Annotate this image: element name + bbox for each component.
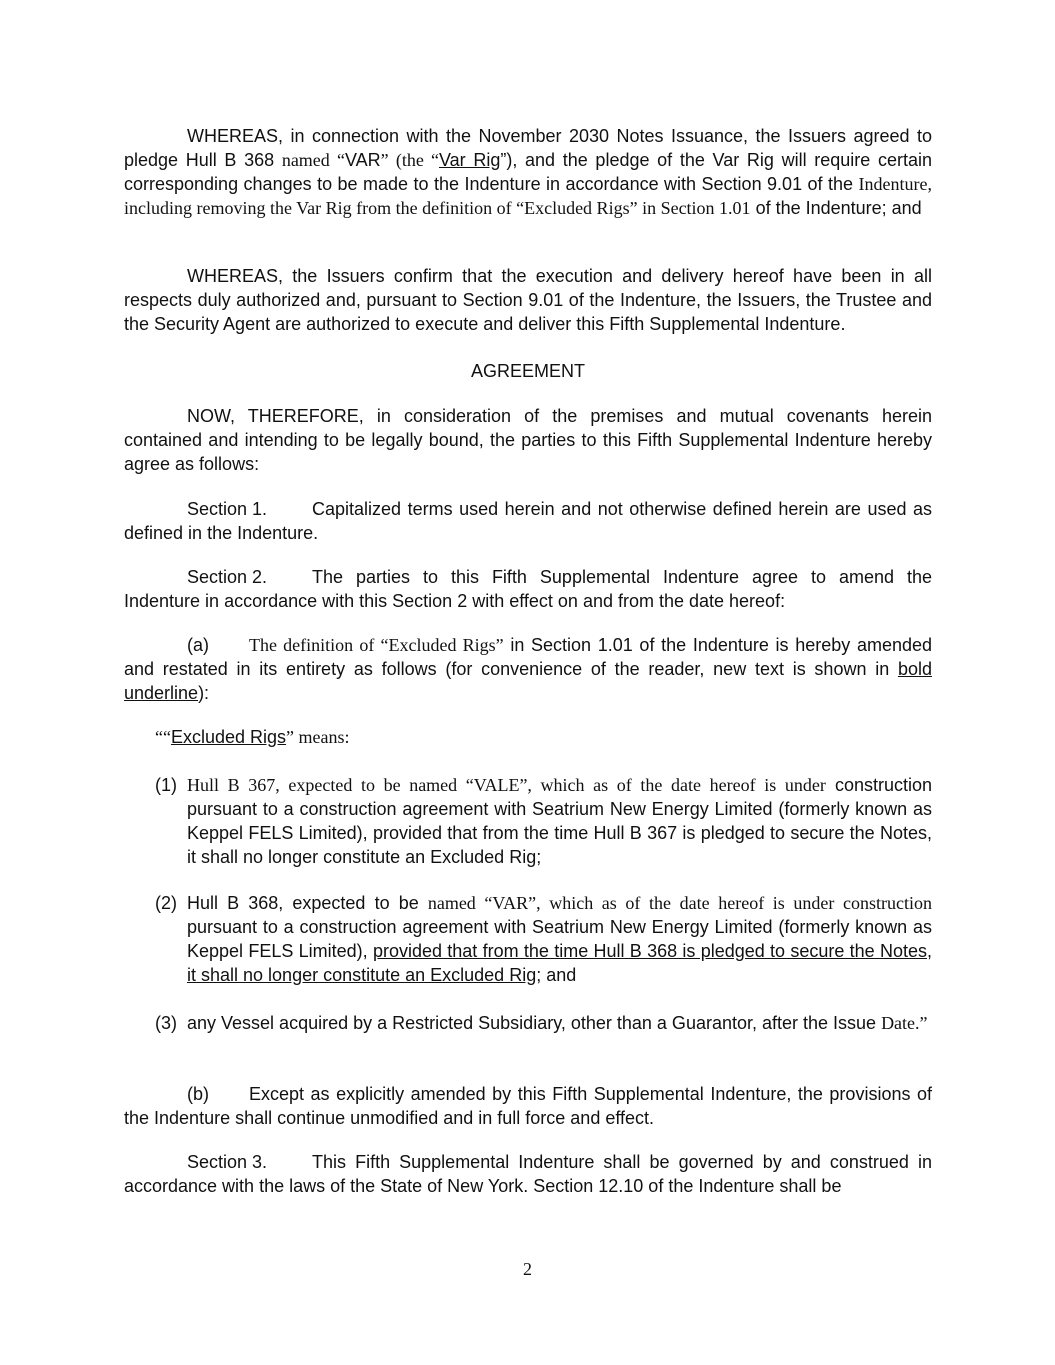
definition-term: Excluded Rigs [170, 727, 287, 747]
list-item-text: any Vessel acquired by a Restricted Subsidiary, other than a Guarantor, after the Issue [187, 1013, 882, 1033]
section-3-paragraph [124, 1150, 932, 1198]
whereas-1-serif-named: named “ [281, 150, 345, 170]
clause-a-serif-text: The definition of “Excluded Rigs” [249, 635, 504, 655]
clause-b-paragraph [124, 1082, 932, 1130]
whereas-1-text-cont: ”), and the pledge of the Var Rig will require certain corresponding changes to be made to the Indenture in accordance with Section 9.01 of the [124, 150, 933, 194]
list-item [155, 891, 932, 987]
list-item [155, 1011, 932, 1035]
list-item-serif-text: Hull B 367, expected to be named “VALE”, which as of the date hereof is under [187, 775, 826, 795]
clause-a-end: ): [198, 683, 210, 703]
defined-term-var-rig: Var Rig [438, 150, 501, 170]
definition-means: ” means: [286, 727, 350, 747]
list-item [155, 773, 932, 869]
now-therefore-text: NOW, THEREFORE, in consideration of the premises and mutual covenants herein contained and intending to be legally bound, the parties to this Fifth Supplemental Indenture hereby agree as follows: [124, 406, 932, 474]
section-1-text: Capitalized terms used herein and not otherwise defined herein are used as defined in the Indenture. [124, 499, 932, 543]
clause-b-label: (b) [187, 1084, 209, 1104]
agreement-heading: AGREEMENT [470, 361, 585, 381]
list-item-underlined-text: provided that from the time Hull B 368 is pledged to secure the Notes, it shall no longer constitute an Excluded Rig [187, 941, 932, 985]
whereas-1-serif-line: Indenture, including removing the Var Rig from the definition of “Excluded Rigs” in Section 1.01 [124, 174, 932, 218]
whereas-paragraph-1 [124, 124, 932, 220]
list-item-number: (1) [155, 775, 177, 795]
definition-line [155, 725, 932, 749]
list-item-lead: Hull B 368, expected to be [187, 893, 428, 913]
list-item-text: pursuant to a construction agreement with Seatrium New Energy Limited (formerly known as Keppel FELS Limited), [187, 917, 932, 961]
section-3-text: This Fifth Supplemental Indenture shall be governed by and construed in accordance with the laws of the State of New York. Section 12.10 of the Indenture shall be [124, 1152, 932, 1196]
list-item-serif-text: named “VAR”, which as of the date hereof is under construction [427, 893, 932, 913]
section-2-label: Section 2. [187, 567, 268, 587]
list-item-number: (2) [155, 893, 177, 913]
section-2-paragraph [124, 565, 932, 613]
whereas-2-text: WHEREAS, the Issuers confirm that the execution and delivery hereof have been in all respects duly authorized and, pursuant to Section 9.01 of the Indenture, the Issuers, the Trustee and the Security Agent are authorized to execute and deliver this Fifth Supplemental Indenture. [124, 266, 932, 334]
section-2-text: The parties to this Fifth Supplemental Indenture agree to amend the Indenture in accordance with this Section 2 with effect on and from the date hereof: [124, 567, 932, 611]
whereas-paragraph-2 [124, 264, 932, 336]
list-item-serif-end: Date.” [881, 1013, 928, 1033]
section-3-label: Section 3. [187, 1152, 268, 1172]
whereas-1-text-end: of the Indenture; and [750, 198, 922, 218]
page-number: 2 [523, 1259, 532, 1279]
clause-a-label: (a) [187, 635, 209, 655]
clause-a-text: in Section 1.01 of the Indenture is hereby amended and restated in its entirety as follows (for convenience of the reader, new text is shown in [124, 635, 932, 679]
definition-open-quotes: ““ [155, 727, 171, 747]
clause-a-bold-underline: bold underline [124, 659, 932, 703]
whereas-1-text: WHEREAS, in connection with the November 2030 Notes Issuance, the Issuers agreed to pledge Hull B 368 [124, 126, 932, 170]
clause-a-paragraph [124, 633, 932, 705]
list-item-end: ; and [536, 965, 577, 985]
whereas-1-serif-the: ” (the “ [380, 150, 439, 170]
list-item-number: (3) [155, 1013, 177, 1033]
section-1-paragraph [124, 497, 932, 545]
section-1-label: Section 1. [187, 499, 268, 519]
now-therefore-paragraph [124, 404, 932, 476]
whereas-1-var: VAR [344, 150, 381, 170]
clause-b-text: Except as explicitly amended by this Fifth Supplemental Indenture, the provisions of the Indenture shall continue unmodified and in full force and effect. [124, 1084, 932, 1128]
list-item-text: construction pursuant to a construction agreement with Seatrium New Energy Limited (formerly known as Keppel FELS Limited), provided that from the time Hull B 367 is pledged to secure the Notes, it shall no longer constitute an Excluded Rig; [187, 775, 932, 867]
